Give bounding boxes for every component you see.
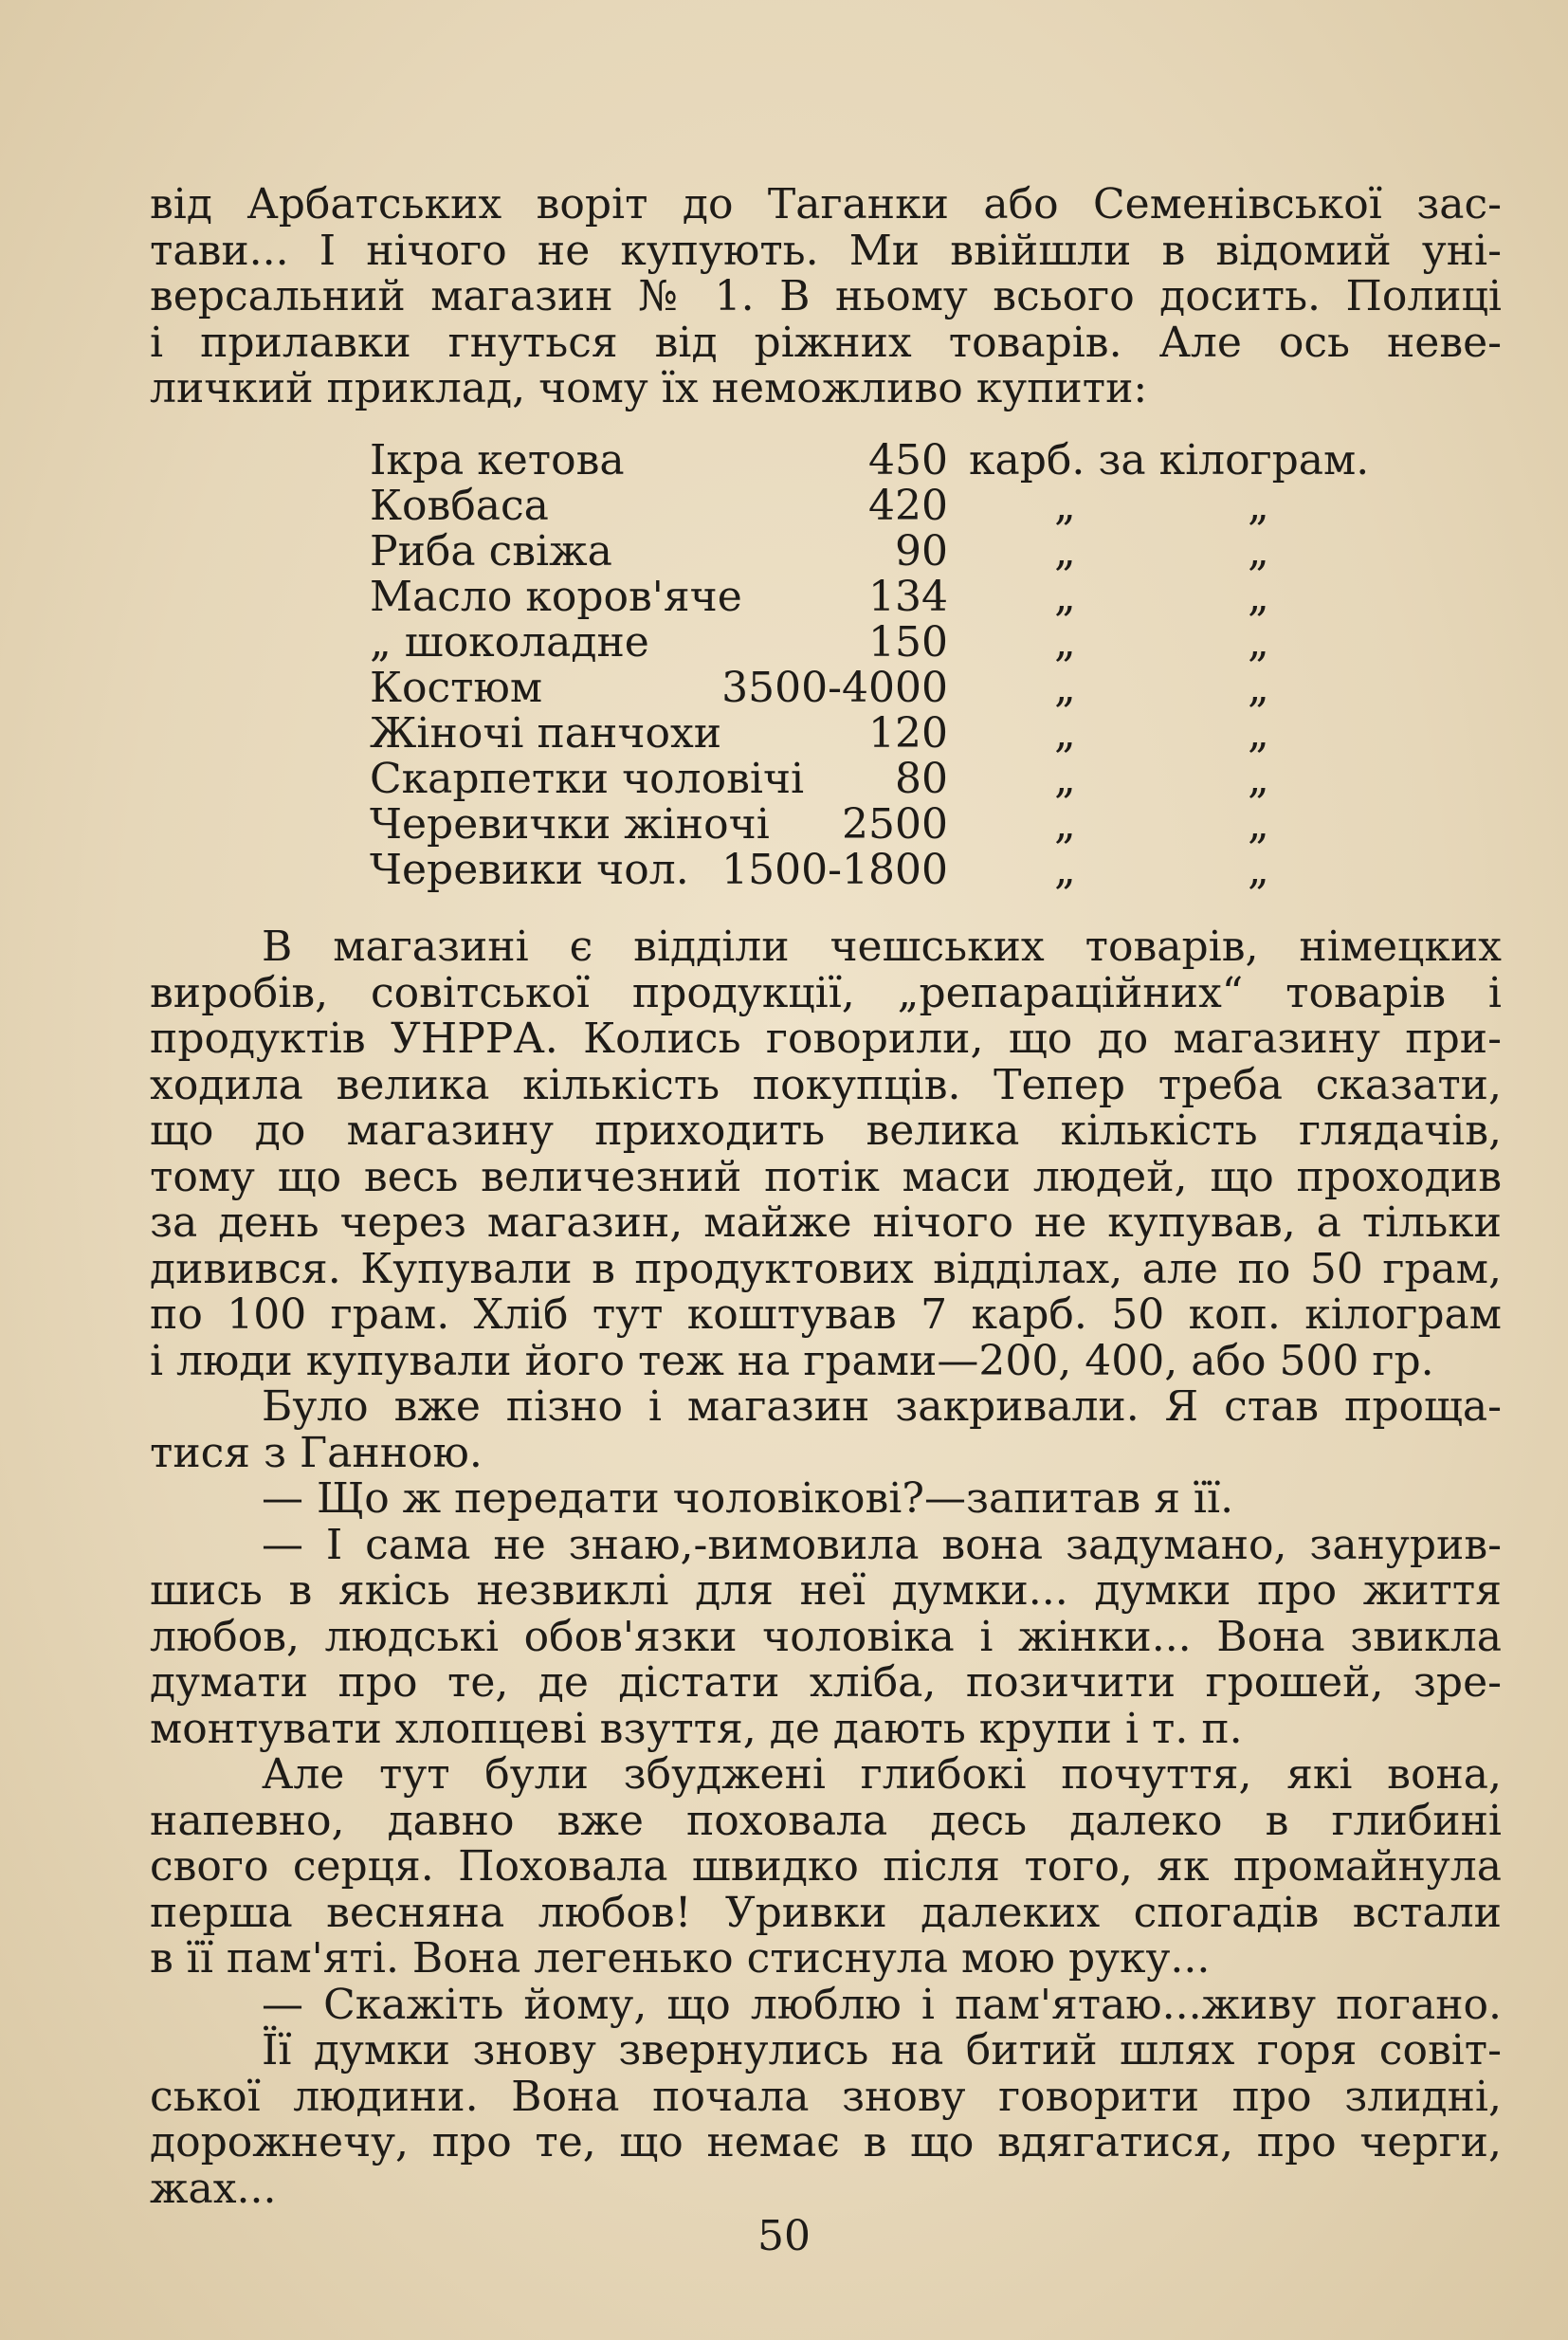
text-line: перша весняна любов! Уривки далеких спогадів встали [150, 1888, 1502, 1937]
text-line: свого серця. Поховала швидко після того, як промайнула [150, 1842, 1502, 1891]
price-list [370, 438, 1394, 893]
price-row [370, 438, 1394, 484]
ditto-mark: „ [1054, 527, 1076, 576]
text-line: і прилавки гнуться від ріжних товарів. Але ось неве- [150, 318, 1502, 367]
ditto-mark: „ [1054, 755, 1076, 803]
text-line: продуктів УНРРА. Колись говорили, що до магазину при- [150, 1015, 1502, 1063]
text-line: і люди купували його теж на грами—200, 400, або 500 гр. [150, 1336, 1434, 1385]
item-name: Ковбаса [370, 482, 549, 530]
ditto-mark: „ [1248, 846, 1269, 894]
item-name: Черевички жіночі [370, 800, 770, 849]
item-price: 80 [895, 755, 948, 803]
item-price: 450 [868, 436, 948, 484]
text-line: Було вже пізно і магазин закривали. Я став проща- [262, 1382, 1502, 1431]
ditto-mark: „ [1054, 482, 1076, 530]
item-price: 150 [868, 618, 948, 667]
text-line: — І сама не знаю,-вимовила вона задумано, занурив- [262, 1520, 1502, 1569]
ditto-mark: „ [1054, 664, 1076, 712]
item-name: Риба свіжа [370, 527, 612, 576]
text-line: Її думки знову звернулись на битий шлях горя совіт- [262, 2026, 1502, 2075]
ditto-mark: „ [1054, 846, 1076, 894]
item-name: Ікра кетова [370, 436, 625, 484]
item-price: 1500-1800 [721, 846, 948, 894]
item-name: Масло коров'яче [370, 573, 742, 621]
item-price: 120 [868, 709, 948, 758]
price-row [370, 848, 1394, 893]
text-line: тави... І нічого не купують. Ми ввійшли в відомий уні- [150, 226, 1502, 275]
price-row [370, 757, 1394, 802]
ditto-mark: „ [1248, 618, 1269, 667]
ditto-mark: „ [1054, 573, 1076, 621]
price-row [370, 529, 1394, 575]
item-price: 134 [868, 573, 948, 621]
text-line: виробів, совітської продукції, „репараційних“ товарів і [150, 968, 1502, 1017]
text-line: шись в якісь незвиклі для неї думки... думки про життя [150, 1566, 1502, 1615]
ditto-mark: „ [1054, 709, 1076, 758]
text-line: дорожнечу, про те, що немає в що вдягатися, про черги, [150, 2118, 1502, 2166]
text-line: напевно, давно вже поховала десь далеко в глибині [150, 1796, 1502, 1845]
ditto-mark: „ [1248, 573, 1269, 621]
text-line: — Скажіть йому, що люблю і пам'ятаю...живу погано. [262, 1980, 1502, 2029]
item-name: Черевики чол. [370, 846, 689, 894]
text-line: ської людини. Вона почала знову говорити про злидні, [150, 2072, 1502, 2121]
ditto-mark: „ [1248, 482, 1269, 530]
text-line: — Що ж передати чоловікові?—запитав я її. [262, 1474, 1234, 1523]
item-name: Жіночі панчохи [370, 709, 722, 758]
page-number: 50 [757, 2212, 811, 2260]
price-row [370, 575, 1394, 620]
price-row [370, 484, 1394, 529]
text-line: монтувати хлопцеві взуття, де дають крупи і т. п. [150, 1704, 1243, 1753]
ditto-mark: „ [1054, 800, 1076, 849]
text-line: думати про те, де дістати хліба, позичити грошей, зре- [150, 1658, 1502, 1707]
text-line: В магазині є відділи чешських товарів, німецких [262, 923, 1502, 971]
text-line: любов, людські обов'язки чоловіка і жінки... Вона звикла [150, 1612, 1502, 1661]
item-price: 90 [895, 527, 948, 576]
text-line: жах... [150, 2164, 277, 2213]
text-line: тому що весь величезний потік маси людей, що проходив [150, 1152, 1502, 1201]
text-line: личкий приклад, чому їх неможливо купити: [150, 364, 1148, 412]
item-name: Костюм [370, 664, 543, 712]
intro-paragraph [150, 182, 1502, 412]
text-line: дивився. Купували в продуктових відділах, але по 50 грам, [150, 1244, 1502, 1293]
ditto-mark: „ [1248, 709, 1269, 758]
text-line: що до магазину приходить велика кількість глядачів, [150, 1106, 1502, 1155]
price-row [370, 711, 1394, 757]
item-name: Скарпетки чоловічі [370, 755, 805, 803]
item-unit: карб. за кілограм. [969, 436, 1370, 484]
text-line: по 100 грам. Хліб тут коштував 7 карб. 50 коп. кілограм [150, 1290, 1502, 1339]
item-price: 2500 [842, 800, 948, 849]
text-line: версальний магазин № 1. В ньому всього досить. Полиці [150, 272, 1502, 320]
text-line: від Арбатських воріт до Таганки або Семенівської зас- [150, 180, 1502, 229]
ditto-mark: „ [1248, 664, 1269, 712]
ditto-mark: „ [1248, 800, 1269, 849]
text-line: в її пам'яті. Вона легенько стиснула мою руку... [150, 1934, 1211, 1983]
text-line: тися з Ганною. [150, 1428, 483, 1477]
price-row [370, 620, 1394, 666]
item-name: „ шоколадне [370, 618, 649, 667]
ditto-mark: „ [1248, 755, 1269, 803]
item-price: 420 [868, 482, 948, 530]
price-row [370, 666, 1394, 711]
text-line: ходила велика кількість покупців. Тепер треба сказати, [150, 1060, 1502, 1109]
text-line: Але тут були збуджені глибокі почуття, які вона, [262, 1750, 1502, 1799]
price-row [370, 802, 1394, 848]
ditto-mark: „ [1248, 527, 1269, 576]
main-text [150, 924, 1502, 2212]
text-line: за день через магазин, майже нічого не купував, а тільки [150, 1198, 1502, 1247]
ditto-mark: „ [1054, 618, 1076, 667]
item-price: 3500-4000 [721, 664, 948, 712]
